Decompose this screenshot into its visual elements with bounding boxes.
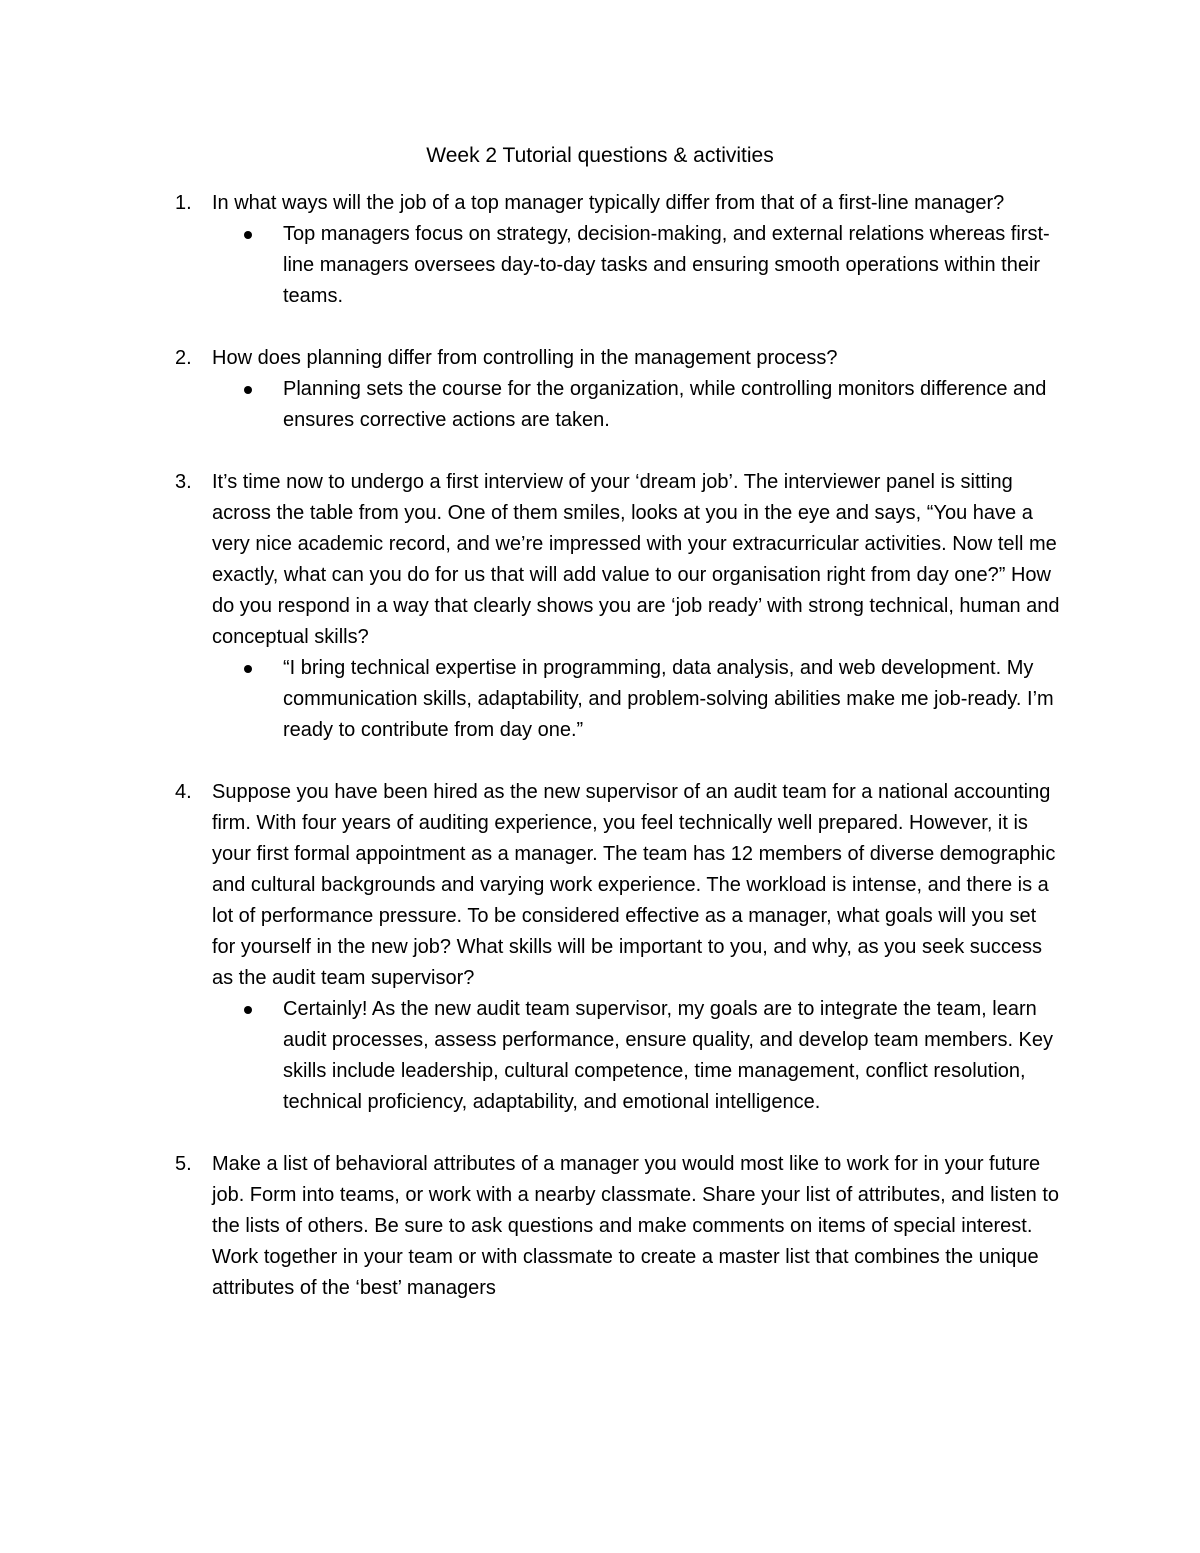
question-item [0,777,1200,1149]
answer-list [0,219,1200,312]
question-item [0,1149,1200,1304]
bullet-icon [244,231,252,239]
answer-item [283,219,1063,312]
question-text: Make a list of behavioral attributes of a manager you would most like to work for in your future job. Form into teams, or work with a nearby classmate. Share your list of attributes, and listen to the lists of others. Be sure to ask questions and make comments on items of special interest. Work together in your team or with classmate to create a master list that combines the unique attributes of the ‘best’ managers [212,1153,1060,1299]
bullet-icon [244,386,252,394]
answer-list [0,994,1200,1118]
question-number: 3. [175,471,192,493]
question-number: 4. [175,781,192,803]
answer-text: Top managers focus on strategy, decision-making, and external relations whereas first-line managers oversees day-to-day tasks and ensuring smooth operations within their teams. [283,223,1050,307]
answer-text: Certainly! As the new audit team supervisor, my goals are to integrate the team, learn audit processes, assess performance, ensure quality, and develop team members. Key skills include leadership, cultural competence, time management, conflict resolution, technical proficiency, adaptability, and emotional intelligence. [283,998,1054,1113]
question-item [0,467,1200,777]
question-text: In what ways will the job of a top manager typically differ from that of a first-line manager? [212,192,1005,214]
answer-item [283,374,1063,436]
bullet-icon [244,665,252,673]
answer-item [283,994,1063,1118]
question-item [0,188,1200,343]
answer-text: “I bring technical expertise in programming, data analysis, and web development. My communication skills, adaptability, and problem-solving abilities make me job-ready. I’m ready to contribute from day one.” [283,657,1054,741]
answer-list [0,374,1200,436]
question-text: It’s time now to undergo a first interview of your ‘dream job’. The interviewer panel is sitting across the table from you. One of them smiles, looks at you in the eye and says, “You have a very nice academic record, and we’re impressed with your extracurricular activities. Now tell me exactly, what can you do for us that will add value to our organisation right from day one?” How do you respond in a way that clearly shows you are ‘job ready’ with strong technical, human and conceptual skills? [212,471,1060,648]
question-number: 5. [175,1153,192,1175]
question-text: Suppose you have been hired as the new supervisor of an audit team for a national accounting firm. With four years of auditing experience, you feel technically well prepared. However, it is your first formal appointment as a manager. The team has 12 members of diverse demographic and cultural backgrounds and varying work experience. The workload is intense, and there is a lot of performance pressure. To be considered effective as a manager, what goals will you set for yourself in the new job? What skills will be important to you, and why, as you seek success as the audit team supervisor? [212,781,1056,989]
question-item [0,343,1200,467]
question-number: 1. [175,192,192,214]
question-number: 2. [175,347,192,369]
answer-text: Planning sets the course for the organization, while controlling monitors difference and ensures corrective actions are taken. [283,378,1047,431]
answer-item [283,653,1063,746]
question-text: How does planning differ from controlling in the management process? [212,347,838,369]
page-title: Week 2 Tutorial questions & activities [426,144,774,167]
bullet-icon [244,1006,252,1014]
answer-list [0,653,1200,746]
question-list [0,188,1200,1304]
